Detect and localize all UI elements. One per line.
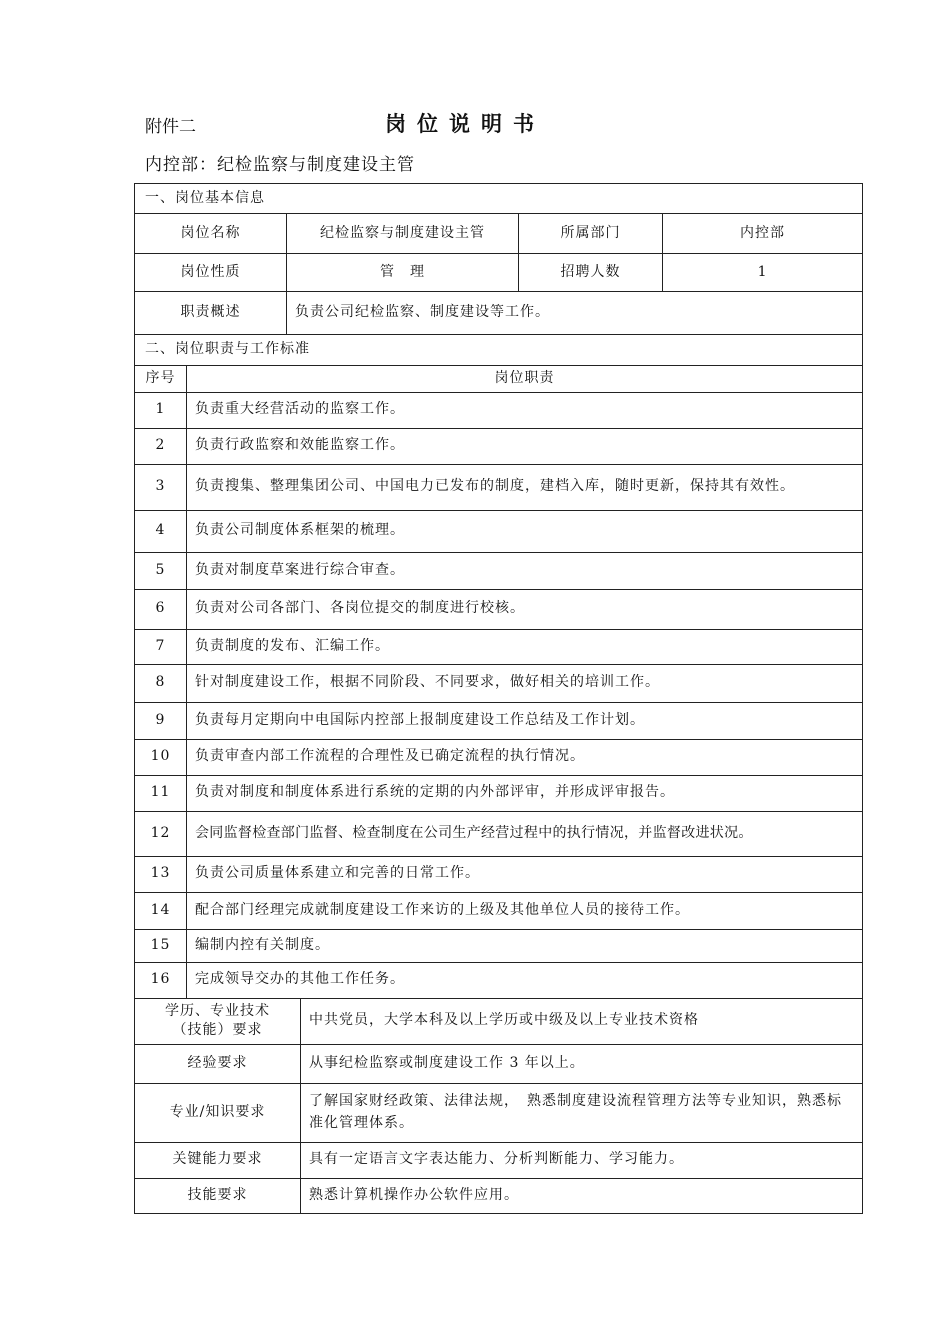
section-basic-info (135, 184, 863, 214)
education-label-line-1: 学历、专业技术 (165, 1003, 270, 1020)
duty-number: 11 (135, 775, 187, 811)
duty-text: 负责重大经营活动的监察工作。 (187, 392, 863, 428)
experience-label: 经验要求 (135, 1044, 301, 1083)
summary-label: 职责概述 (135, 292, 287, 335)
duty-text: 负责对制度和制度体系进行系统的定期的内外部评审，并形成评审报告。 (187, 775, 863, 811)
duty-text: 会同监督检查部门监督、检查制度在公司生产经营过程中的执行情况，并监督改进状况。 (187, 811, 863, 856)
duty-row (135, 589, 863, 629)
column-header-duty: 岗位职责 (187, 366, 863, 393)
duty-text: 编制内控有关制度。 (187, 929, 863, 962)
headcount-label: 招聘人数 (519, 254, 663, 292)
column-header-no: 序号 (135, 366, 187, 393)
duty-row (135, 510, 863, 552)
summary-value: 负责公司纪检监察、制度建设等工作。 (287, 292, 863, 335)
duty-text: 负责对制度草案进行综合审查。 (187, 552, 863, 589)
duty-row (135, 664, 863, 702)
duty-number: 16 (135, 962, 187, 998)
nature-label: 岗位性质 (135, 254, 287, 292)
duty-row (135, 856, 863, 892)
education-label-line-2: （技能）要求 (172, 1022, 263, 1039)
row-ability (135, 1142, 863, 1178)
duty-row (135, 962, 863, 998)
department-line: 内控部：纪检监察与制度建设主管 (145, 155, 415, 175)
duties-header-row (135, 366, 863, 393)
page-title: 岗位说明书 (385, 111, 545, 136)
row-summary (135, 292, 863, 335)
nature-value: 管 理 (287, 254, 519, 292)
duty-text: 负责每月定期向中电国际内控部上报制度建设工作总结及工作计划。 (187, 702, 863, 739)
position-name-label: 岗位名称 (135, 214, 287, 254)
section-title: 二、岗位职责与工作标准 (135, 335, 863, 366)
duty-row (135, 464, 863, 510)
duty-text: 负责制度的发布、汇编工作。 (187, 629, 863, 664)
skill-label: 技能要求 (135, 1178, 301, 1213)
knowledge-value: 了解国家财经政策、法律法规， 熟悉制度建设流程管理方法等专业知识，熟悉标准化管理体系。 (301, 1083, 863, 1142)
duty-number: 8 (135, 664, 187, 702)
department-value: 内控部 (663, 214, 863, 254)
row-skill (135, 1178, 863, 1213)
duty-number: 4 (135, 510, 187, 552)
duty-text: 配合部门经理完成就制度建设工作来访的上级及其他单位人员的接待工作。 (187, 892, 863, 929)
duty-number: 10 (135, 739, 187, 775)
duty-row (135, 552, 863, 589)
duty-row (135, 811, 863, 856)
duty-number: 3 (135, 464, 187, 510)
duty-row (135, 392, 863, 428)
duty-number: 14 (135, 892, 187, 929)
duty-text: 负责审查内部工作流程的合理性及已确定流程的执行情况。 (187, 739, 863, 775)
duty-text: 负责对公司各部门、各岗位提交的制度进行校核。 (187, 589, 863, 629)
duty-number: 7 (135, 629, 187, 664)
row-experience (135, 1044, 863, 1083)
duty-number: 9 (135, 702, 187, 739)
duty-row (135, 739, 863, 775)
duty-text: 负责公司制度体系框架的梳理。 (187, 510, 863, 552)
ability-value: 具有一定语言文字表达能力、分析判断能力、学习能力。 (301, 1142, 863, 1178)
knowledge-label: 专业/知识要求 (135, 1083, 301, 1142)
duty-row (135, 702, 863, 739)
duty-text: 完成领导交办的其他工作任务。 (187, 962, 863, 998)
attachment-label: 附件二 (145, 117, 196, 137)
duty-number: 15 (135, 929, 187, 962)
row-education (135, 998, 863, 1044)
duty-number: 12 (135, 811, 187, 856)
duty-text: 针对制度建设工作，根据不同阶段、不同要求，做好相关的培训工作。 (187, 664, 863, 702)
row-knowledge (135, 1083, 863, 1142)
duty-row (135, 929, 863, 962)
ability-label: 关键能力要求 (135, 1142, 301, 1178)
duty-number: 1 (135, 392, 187, 428)
duty-row (135, 775, 863, 811)
duty-number: 5 (135, 552, 187, 589)
duty-row (135, 892, 863, 929)
duty-number: 6 (135, 589, 187, 629)
duty-text: 负责行政监察和效能监察工作。 (187, 428, 863, 464)
duty-row (135, 428, 863, 464)
section-duties (135, 335, 863, 366)
position-name-value: 纪检监察与制度建设主管 (287, 214, 519, 254)
section-title: 一、岗位基本信息 (135, 184, 863, 214)
row-position-nature (135, 254, 863, 292)
duty-row (135, 629, 863, 664)
education-value: 中共党员，大学本科及以上学历或中级及以上专业技术资格 (301, 998, 863, 1044)
headcount-value: 1 (663, 254, 863, 292)
duty-number: 2 (135, 428, 187, 464)
experience-value: 从事纪检监察或制度建设工作 3 年以上。 (301, 1044, 863, 1083)
job-description-table (134, 183, 863, 1214)
row-position-name (135, 214, 863, 254)
education-label (135, 998, 301, 1044)
duty-text: 负责搜集、整理集团公司、中国电力已发布的制度，建档入库，随时更新，保持其有效性。 (187, 464, 863, 510)
skill-value: 熟悉计算机操作办公软件应用。 (301, 1178, 863, 1213)
duty-text: 负责公司质量体系建立和完善的日常工作。 (187, 856, 863, 892)
department-label: 所属部门 (519, 214, 663, 254)
duty-number: 13 (135, 856, 187, 892)
